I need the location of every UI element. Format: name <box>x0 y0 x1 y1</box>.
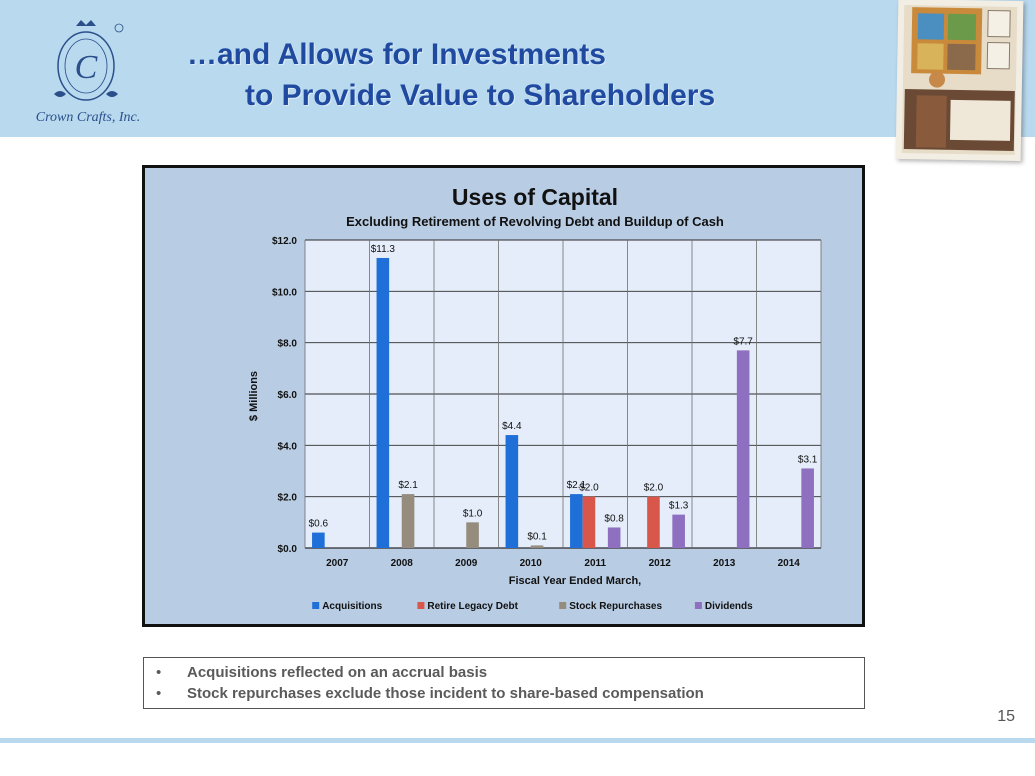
data-label: $11.3 <box>370 243 395 255</box>
bar-retire-legacy-debt <box>583 497 596 548</box>
y-tick-label: $8.0 <box>277 338 297 350</box>
crown-logo-icon <box>24 14 152 114</box>
y-tick-label: $4.0 <box>277 441 297 453</box>
page-number: 15 <box>997 708 1015 725</box>
data-label: $4.4 <box>502 421 522 433</box>
y-tick-label: $0.0 <box>277 544 297 555</box>
bar-acquisitions <box>377 258 390 548</box>
legend-label: Retire Legacy Debt <box>427 601 518 612</box>
footnotes-box <box>143 657 865 709</box>
bar-stock-repurchases <box>402 494 415 548</box>
data-label: $1.0 <box>462 508 483 520</box>
bar-stock-repurchases <box>531 545 544 548</box>
chart-title: Uses of Capital <box>451 184 619 210</box>
x-axis-label: Fiscal Year Ended March, <box>508 575 642 587</box>
chart-panel <box>142 165 865 627</box>
x-tick-label: 2009 <box>455 558 478 569</box>
legend-label: Acquisitions <box>322 601 383 612</box>
data-label: $0.6 <box>308 518 329 530</box>
data-label: $7.7 <box>733 336 753 348</box>
x-tick-label: 2007 <box>326 558 349 569</box>
legend-swatch <box>417 602 424 609</box>
y-tick-label: $12.0 <box>271 236 297 247</box>
y-tick-label: $10.0 <box>271 287 297 299</box>
x-tick-label: 2014 <box>777 558 800 569</box>
product-photo <box>896 0 1024 161</box>
y-tick-label: $2.0 <box>277 492 297 504</box>
svg-text:C: C <box>74 49 98 86</box>
bar-dividends <box>801 468 814 548</box>
x-tick-label: 2010 <box>519 558 542 569</box>
y-tick-label: $6.0 <box>277 390 297 401</box>
bar-dividends <box>737 350 750 548</box>
slide-title-line2: to Provide Value to Shareholders <box>245 79 716 112</box>
bar-acquisitions <box>506 435 519 548</box>
company-name: Crown Crafts, Inc. <box>35 110 141 125</box>
slide-title-line1: …and Allows for Investments <box>187 38 606 71</box>
bar-acquisitions <box>312 533 325 548</box>
company-logo <box>24 14 152 130</box>
footnote-item <box>144 685 864 706</box>
data-label: $1.3 <box>668 500 689 512</box>
chart-subtitle: Excluding Retirement of Revolving Debt and Buildup of Cash <box>346 214 724 229</box>
bar-stock-repurchases <box>466 522 479 548</box>
data-label: $2.0 <box>579 482 599 494</box>
footnote-text: Stock repurchases exclude those incident to share-based compensation <box>187 685 704 702</box>
footer-bar <box>0 738 1035 743</box>
footnote-text: Acquisitions reflected on an accrual basis <box>187 664 488 681</box>
header-banner <box>0 0 1035 137</box>
data-label: $2.1 <box>398 480 418 492</box>
data-label: $2.1 <box>566 480 587 492</box>
uses-of-capital-chart <box>145 168 862 624</box>
legend-swatch <box>559 602 566 609</box>
legend-label: Dividends <box>704 601 753 612</box>
x-tick-label: 2008 <box>390 558 413 569</box>
x-tick-label: 2013 <box>713 558 736 569</box>
data-label: $2.0 <box>643 482 664 494</box>
legend-label: Stock Repurchases <box>569 601 663 612</box>
bar-dividends <box>672 515 685 548</box>
nursery-photo-image <box>896 0 1024 161</box>
bullet-icon: • <box>156 685 162 702</box>
legend-swatch <box>695 602 702 609</box>
legend-swatch <box>312 602 319 609</box>
x-tick-label: 2011 <box>584 558 607 569</box>
data-label: $0.8 <box>604 513 624 525</box>
data-label: $0.1 <box>527 531 547 543</box>
data-label: $3.1 <box>797 454 818 466</box>
bullet-icon: • <box>156 664 162 681</box>
bar-dividends <box>608 527 621 548</box>
bar-retire-legacy-debt <box>647 497 660 548</box>
y-axis-label: $ Millions <box>248 370 260 422</box>
bar-acquisitions <box>570 494 583 548</box>
x-tick-label: 2012 <box>648 558 671 569</box>
footnote-item <box>144 664 864 685</box>
